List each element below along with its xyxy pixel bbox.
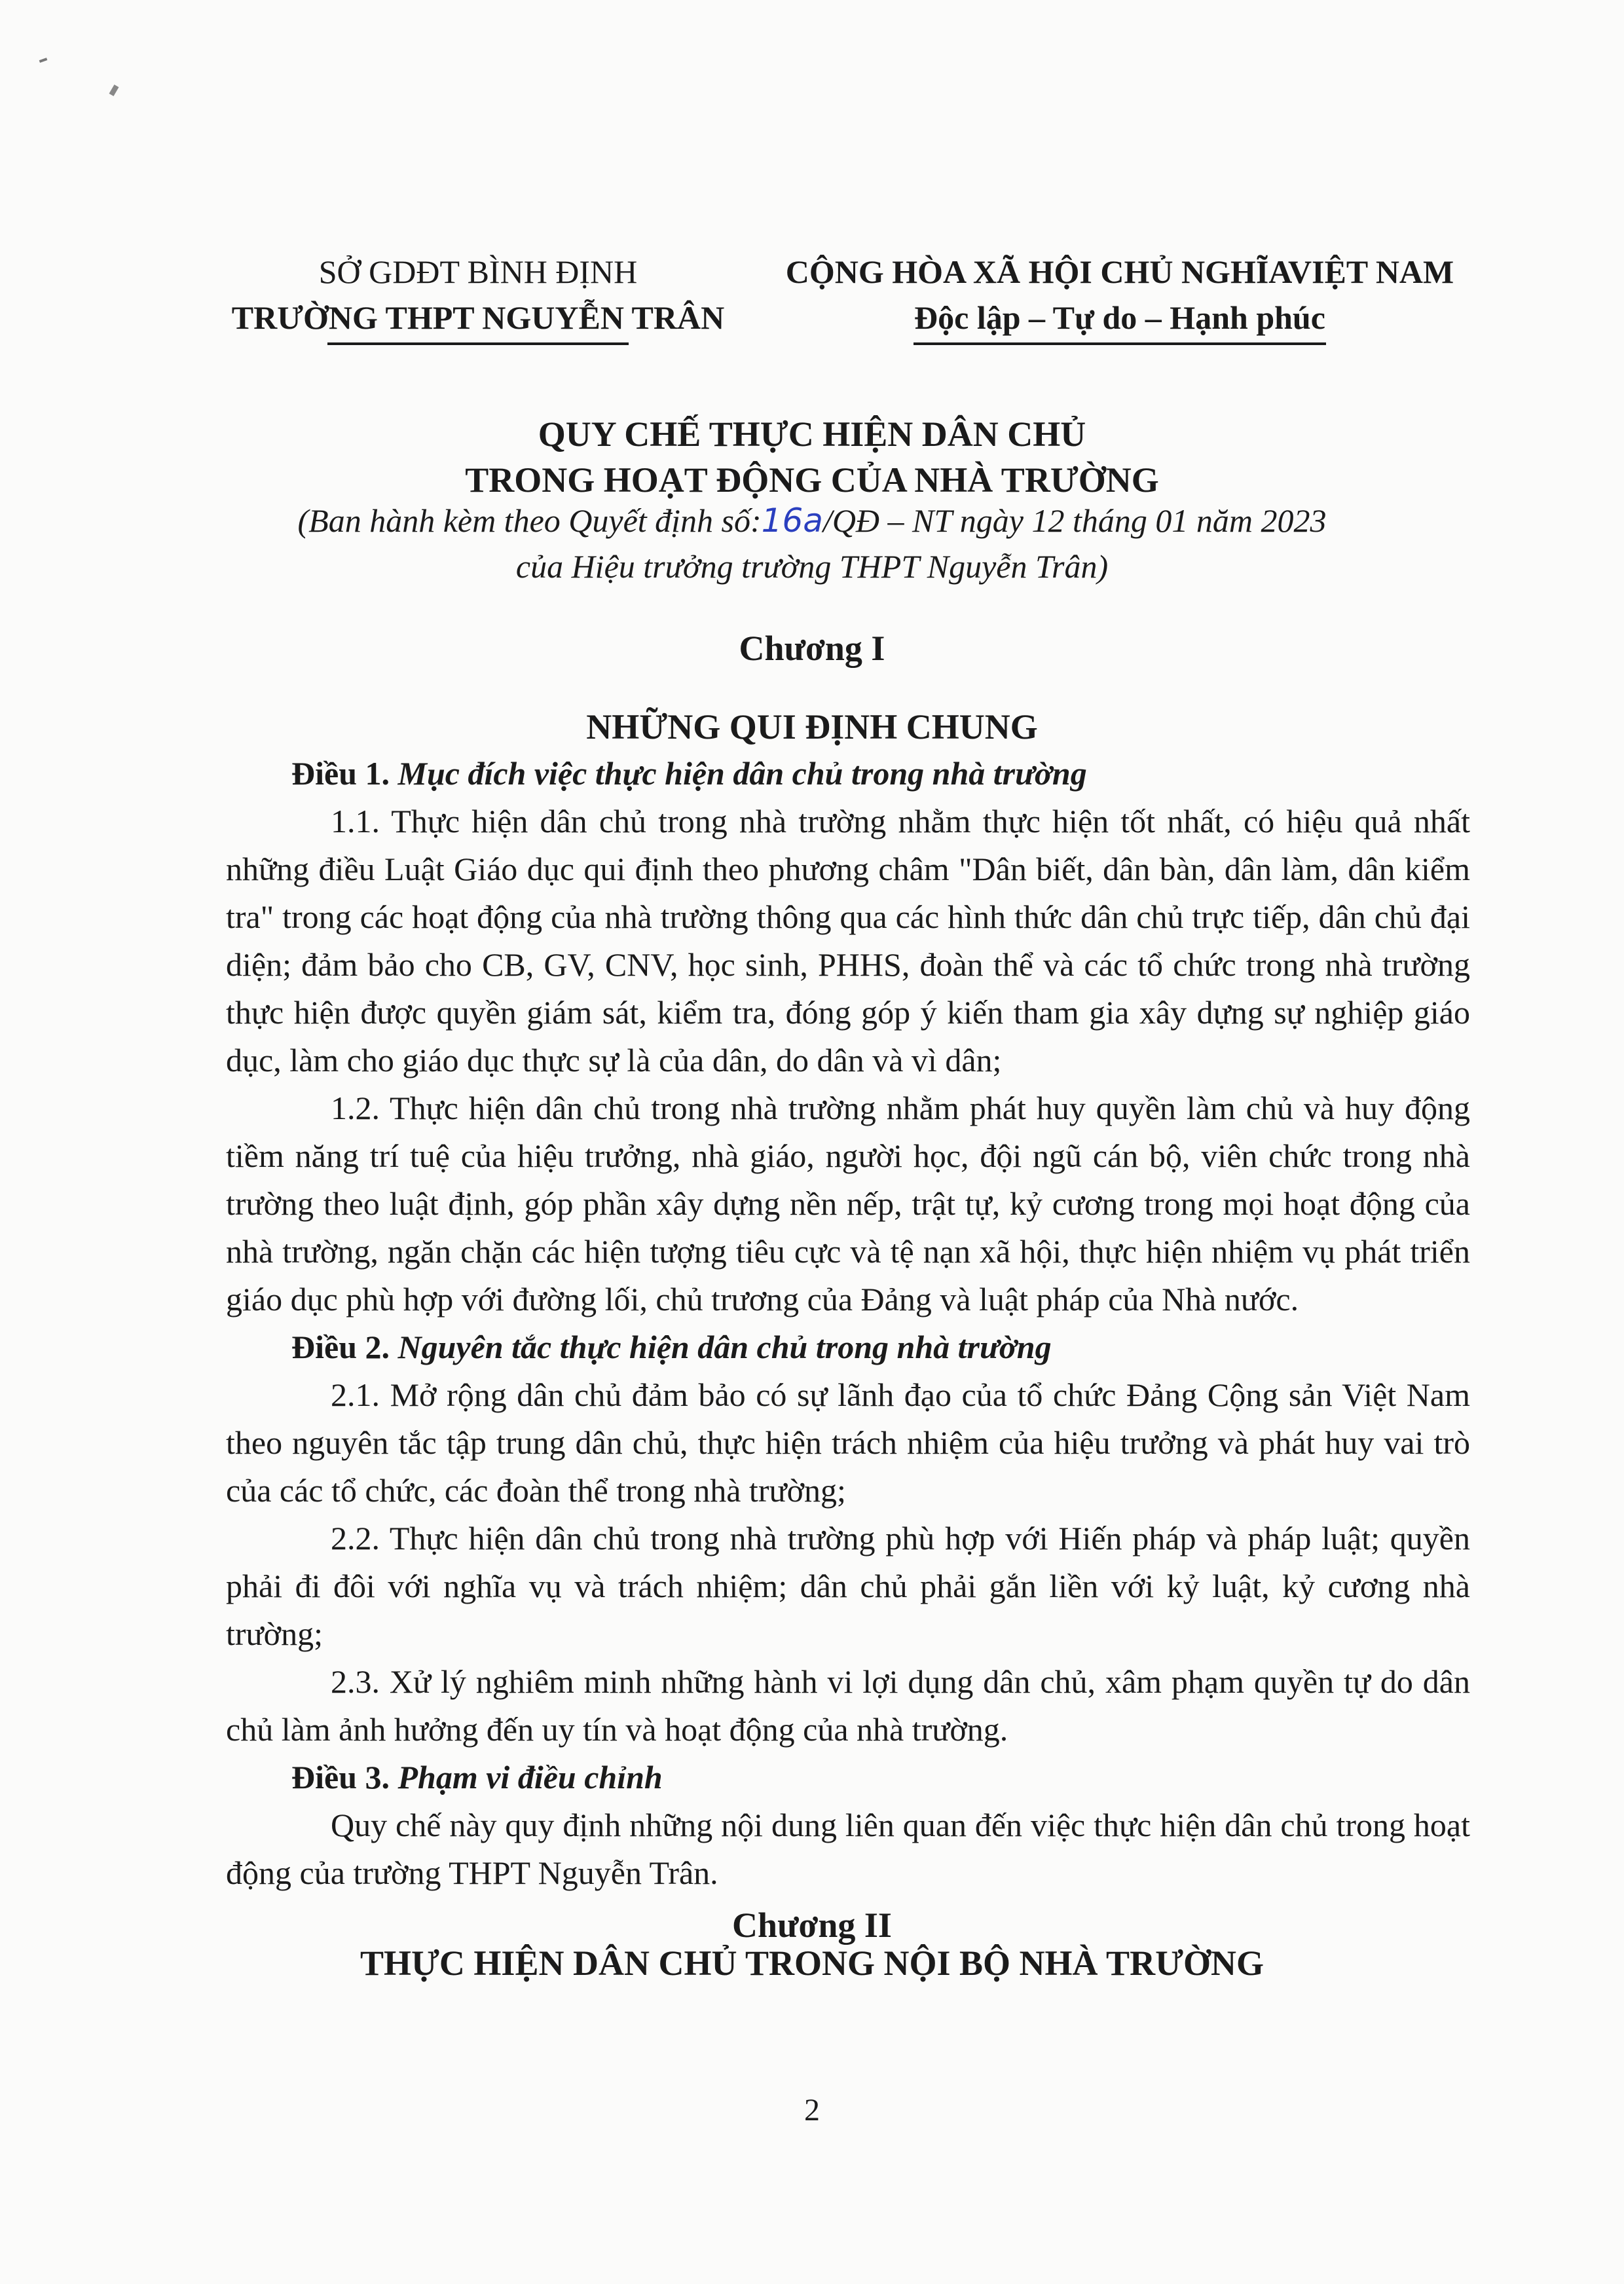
scan-speck [39, 58, 48, 63]
issuer-underline [327, 342, 629, 345]
decision-prefix: (Ban hành kèm theo Quyết định số: [297, 502, 762, 539]
article-3-label: Điều 3. [291, 1759, 390, 1796]
decision-reference [0, 498, 1624, 543]
article-2-clause-3: 2.3. Xử lý nghiêm minh những hành vi lợi dụng dân chủ, xâm phạm quyền tự do dân chủ làm ảnh hưởng đến uy tín và hoạt động của nhà trường. [226, 1663, 1470, 1748]
national-motto-block [760, 249, 1480, 341]
issuer-school: TRƯỜNG THPT NGUYỄN TRÂN [231, 299, 725, 336]
article-2-title: Nguyên tắc thực hiện dân chủ trong nhà trường [397, 1329, 1052, 1365]
document-body [226, 750, 1470, 1897]
national-motto: Độc lập – Tự do – Hạnh phúc [914, 299, 1325, 336]
motto-underline [913, 342, 1326, 345]
article-1-clause-1: 1.1. Thực hiện dân chủ trong nhà trường nhằm thực hiện tốt nhất, có hiệu quả nhất những điều Luật Giáo dục qui định theo phương châm "Dân biết, dân bàn, dân làm, dân kiểm tra" trong các hoạt động của nhà trường thông qua các hình thức dân chủ trực tiếp, dân chủ đại diện; đảm bảo cho CB, GV, CNV, học sinh, PHHS, đoàn thể và các tổ chức trong nhà trường thực hiện được quyền giám sát, kiểm tra, đóng góp ý kiến tham gia xây dựng sự nghiệp giáo dục, làm cho giáo dục thực sự là của dân, do dân và vì dân; [226, 803, 1470, 1078]
article-1-label: Điều 1. [291, 755, 390, 792]
article-1-clause-2: 1.2. Thực hiện dân chủ trong nhà trường nhằm phát huy quyền làm chủ và huy động tiềm năng trí tuệ của hiệu trưởng, nhà giáo, người học, đội ngũ cán bộ, viên chức trong nhà trường theo luật định, góp phần xây dựng nền nếp, trật tự, kỷ cương trong mọi hoạt động của nhà trường, ngăn chặn các hiện tượng tiêu cực và tệ nạn xã hội, thực hiện nhiệm vụ phát triển giáo dục phù hợp với đường lối, chủ trương của Đảng và luật pháp của Nhà nước. [226, 1090, 1470, 1317]
chapter-1-name: NHỮNG QUI ĐỊNH CHUNG [586, 707, 1038, 746]
article-2-clause-2: 2.2. Thực hiện dân chủ trong nhà trường phù hợp với Hiến pháp và pháp luật; quyền phải đi đôi với nghĩa vụ và trách nhiệm; dân chủ phải gắn liền với kỷ luật, kỷ cương nhà trường; [226, 1520, 1470, 1652]
article-3-clause-1: Quy chế này quy định những nội dung liên quan đến việc thực hiện dân chủ trong hoạt động của trường THPT Nguyễn Trân. [226, 1807, 1470, 1891]
decision-issuer: của Hiệu trưởng trường THPT Nguyễn Trân) [515, 548, 1109, 585]
article-3-heading [226, 1754, 1470, 1801]
country-name: CỘNG HÒA XÃ HỘI CHỦ NGHĨAVIỆT NAM [785, 253, 1454, 290]
article-1-heading [226, 750, 1470, 798]
issuer-department: SỞ GDĐT BÌNH ĐỊNH [318, 253, 638, 290]
chapter-2-name: THỰC HIỆN DÂN CHỦ TRONG NỘI BỘ NHÀ TRƯỜNG [360, 1943, 1264, 1983]
document-title-line1: QUY CHẾ THỰC HIỆN DÂN CHỦ [538, 414, 1086, 454]
chapter-2-label: Chương II [732, 1906, 892, 1945]
issuer-block [196, 249, 760, 341]
document-title-line2: TRONG HOẠT ĐỘNG CỦA NHÀ TRƯỜNG [465, 460, 1159, 500]
article-3-title: Phạm vi điều chỉnh [397, 1759, 663, 1796]
chapter-1-label: Chương I [739, 629, 885, 668]
handwritten-decision-number: 16a [761, 502, 823, 540]
decision-suffix: /QĐ – NT ngày 12 tháng 01 năm 2023 [822, 502, 1327, 539]
article-2-heading [226, 1323, 1470, 1371]
article-1-title: Mục đích việc thực hiện dân chủ trong nhà trường [397, 755, 1087, 792]
page-number: 2 [804, 2093, 820, 2127]
article-2-clause-1: 2.1. Mở rộng dân chủ đảm bảo có sự lãnh đạo của tổ chức Đảng Cộng sản Việt Nam theo nguyên tắc tập trung dân chủ, thực hiện trách nhiệm của hiệu trưởng và phát huy vai trò của các tổ chức, các đoàn thể trong nhà trường; [226, 1376, 1470, 1509]
scan-speck [109, 84, 119, 96]
article-2-label: Điều 2. [291, 1329, 390, 1365]
